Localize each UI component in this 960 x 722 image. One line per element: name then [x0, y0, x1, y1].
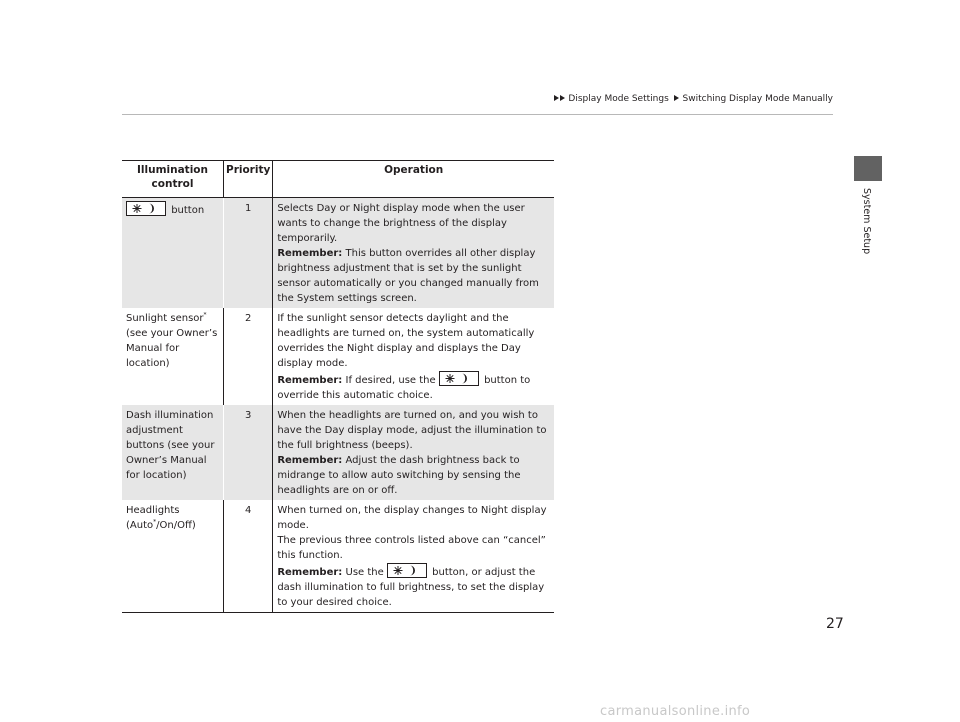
footnote-mark: *	[153, 518, 157, 526]
remember-text: button to override this automatic choice.	[277, 375, 531, 401]
section-tab-marker	[854, 156, 882, 181]
table-header-row	[122, 161, 554, 198]
day-night-icon	[387, 563, 427, 578]
control-label: Headlights	[126, 505, 180, 516]
control-note: /On/Off)	[156, 520, 196, 531]
triangle-right-icon	[674, 95, 679, 101]
page-number: 27	[826, 616, 844, 632]
operation-cell	[273, 198, 554, 309]
breadcrumb	[554, 94, 833, 104]
remember-label: Remember:	[277, 375, 343, 386]
section-tab-label: System Setup	[861, 188, 872, 255]
operation-text: The previous three controls listed above can “cancel” this function.	[277, 535, 546, 561]
remember-text: Adjust the dash brightness back to midrange to allow auto switching by sensing the headlights are on or off.	[277, 455, 521, 496]
remember-label: Remember:	[277, 567, 343, 578]
table-row	[122, 500, 554, 613]
col-header-operation: Operation	[273, 161, 554, 198]
priority-cell: 3	[224, 405, 273, 500]
operation-text: When the headlights are turned on, and you wish to have the Day display mode, adjust the illumination to the full brightness (beeps).	[277, 410, 547, 451]
table-row	[122, 198, 554, 309]
footnote-mark: *	[203, 311, 207, 319]
triangle-right-icon	[560, 95, 565, 101]
control-cell	[122, 308, 224, 405]
control-cell	[122, 500, 224, 613]
header-rule	[122, 114, 833, 115]
col-header-control: Illumination control	[122, 161, 224, 198]
priority-cell: 2	[224, 308, 273, 405]
operation-cell	[273, 405, 554, 500]
operation-text: When turned on, the display changes to Night display mode.	[277, 505, 547, 531]
watermark: carmanualsonline.info	[600, 704, 751, 719]
remember-text: Use the	[345, 567, 384, 578]
priority-cell: 1	[224, 198, 273, 309]
control-label: button	[171, 205, 205, 216]
breadcrumb-item: Switching Display Mode Manually	[682, 94, 833, 104]
remember-text: This button overrides all other display brightness adjustment that is set by the sunlight sensor automatically or you changed manually from the System settings screen.	[277, 248, 539, 304]
remember-label: Remember:	[277, 455, 343, 466]
priority-cell: 4	[224, 500, 273, 613]
triangle-right-icon	[554, 95, 559, 101]
operation-cell	[273, 500, 554, 613]
table-row	[122, 308, 554, 405]
control-label: Sunlight sensor	[126, 313, 204, 324]
col-header-priority: Priority	[224, 161, 273, 198]
control-note: (Auto	[126, 520, 154, 531]
day-night-icon	[126, 201, 166, 216]
operation-text: Selects Day or Night display mode when the user wants to change the brightness of the display temporarily.	[277, 203, 525, 244]
operation-cell	[273, 308, 554, 405]
operation-text: If the sunlight sensor detects daylight and the headlights are turned on, the system automatically overrides the Night display and displays the Day display mode.	[277, 313, 535, 369]
control-note: (see your Owner’s Manual for location)	[126, 328, 218, 369]
remember-text: If desired, use the	[345, 375, 436, 386]
day-night-icon	[439, 371, 479, 386]
control-cell: Dash illumination adjustment buttons (see your Owner’s Manual for location)	[122, 405, 224, 500]
remember-label: Remember:	[277, 248, 343, 259]
breadcrumb-item: Display Mode Settings	[568, 94, 669, 104]
remember-text: button, or adjust the dash illumination to full brightness, to set the display to your desired choice.	[277, 567, 545, 608]
table-row	[122, 405, 554, 500]
control-cell	[122, 198, 224, 309]
illumination-table	[122, 160, 554, 613]
